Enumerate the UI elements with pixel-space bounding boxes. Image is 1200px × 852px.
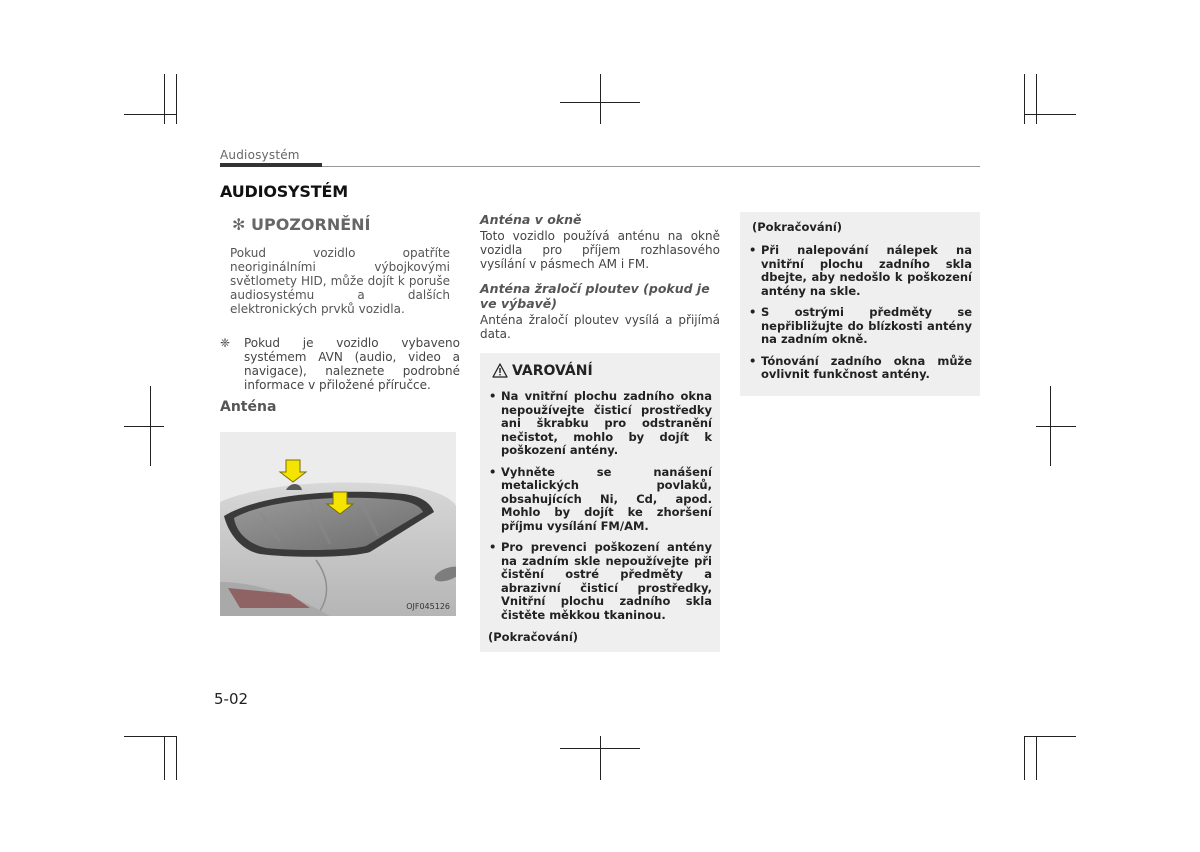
crop-mark	[124, 426, 164, 427]
asterisk-icon: ✻	[232, 215, 246, 234]
avn-note-text: Pokud je vozidlo vybaveno systémem AVN (audio, video a navigace), naleznete podrobné informace v přiložené příručce.	[244, 336, 460, 392]
crop-mark	[1024, 114, 1076, 115]
continued-warning-box	[740, 212, 980, 396]
page-number: 5-02	[214, 690, 249, 708]
warning-title	[492, 363, 712, 378]
crop-mark	[164, 74, 165, 124]
warning-title-text: VAROVÁNÍ	[512, 362, 593, 379]
column-right	[740, 212, 980, 396]
chapter-title: AUDIOSYSTÉM	[220, 182, 348, 201]
avn-note	[220, 336, 460, 392]
window-antenna-heading: Anténa v okně	[480, 212, 582, 227]
crop-mark	[1036, 426, 1076, 427]
shark-antenna-heading: Anténa žraločí ploutev (pokud je ve výbavě)	[480, 281, 710, 311]
crop-mark	[124, 114, 176, 115]
crop-mark	[600, 74, 601, 124]
crop-mark	[1036, 736, 1037, 780]
window-antenna-text: Toto vozidlo používá anténu na okně vozidla pro příjem rozhlasového vysílání v pásmech AM i FM.	[480, 229, 720, 271]
crop-mark	[176, 736, 177, 780]
list-item: • Tónování zadního okna může ovlivnit funkčnost antény.	[748, 355, 972, 382]
crop-mark	[560, 748, 640, 749]
list-item: • Při nalepování nálepek na vnitřní plochu zadního skla dbejte, aby nedošlo k poškození antény na skle.	[748, 244, 972, 298]
figure-code: OJF045126	[406, 602, 450, 611]
column-middle	[480, 212, 720, 652]
crop-mark	[1024, 736, 1025, 780]
continued-label: (Pokračování)	[488, 630, 579, 644]
car-rear-window-illustration	[220, 432, 456, 616]
continued-box-label: (Pokračování)	[752, 220, 843, 234]
column-left	[220, 212, 460, 616]
crop-mark	[1024, 74, 1025, 124]
crop-mark	[124, 736, 176, 737]
section-label: Audiosystém	[220, 148, 300, 162]
warning-list	[488, 390, 712, 622]
notice-title	[232, 215, 460, 234]
crop-mark	[1036, 74, 1037, 124]
list-item: • Pro prevenci poškození antény na zadním skle nepoužívejte při čistění ostré předměty a abrazivní čisticí prostředky, Vnitřní plochu zadního skla čistěte měkkou tkaninou.	[488, 541, 712, 622]
shark-antenna-text: Anténa žraločí ploutev vysílá a přijímá data.	[480, 313, 720, 341]
crop-mark	[1024, 736, 1076, 737]
antenna-heading: Anténa	[220, 399, 277, 415]
header-rule-accent	[220, 163, 322, 167]
note-symbol-icon: ❈	[220, 336, 231, 350]
notice-text: Pokud vozidlo opatříte neoriginálními výbojkovými světlomety HID, může dojít k poruše audiosystému a dalších elektronických prvků vozidla.	[230, 246, 450, 316]
list-item: • Na vnitřní plochu zadního okna nepoužívejte čisticí prostředky ani škrabku pro odstranění nečistot, mohlo by dojít k poškození antény.	[488, 390, 712, 458]
list-item: • Vyhněte se nanášení metalických povlaků, obsahujících Ni, Cd, apod. Mohlo by dojít ke zhoršení příjmu vysílání FM/AM.	[488, 466, 712, 534]
crop-mark	[164, 736, 165, 780]
crop-mark	[560, 102, 640, 103]
header-rule	[220, 166, 980, 167]
notice-title-text: UPOZORNĚNÍ	[250, 215, 371, 234]
antenna-figure	[220, 432, 456, 616]
crop-mark	[176, 74, 177, 124]
continued-warning-list	[748, 244, 972, 382]
list-item: • S ostrými předměty se nepřibližujte do blízkosti antény na zadním okně.	[748, 306, 972, 347]
warning-triangle-icon	[492, 363, 508, 378]
warning-box	[480, 353, 720, 652]
crop-mark	[600, 736, 601, 780]
